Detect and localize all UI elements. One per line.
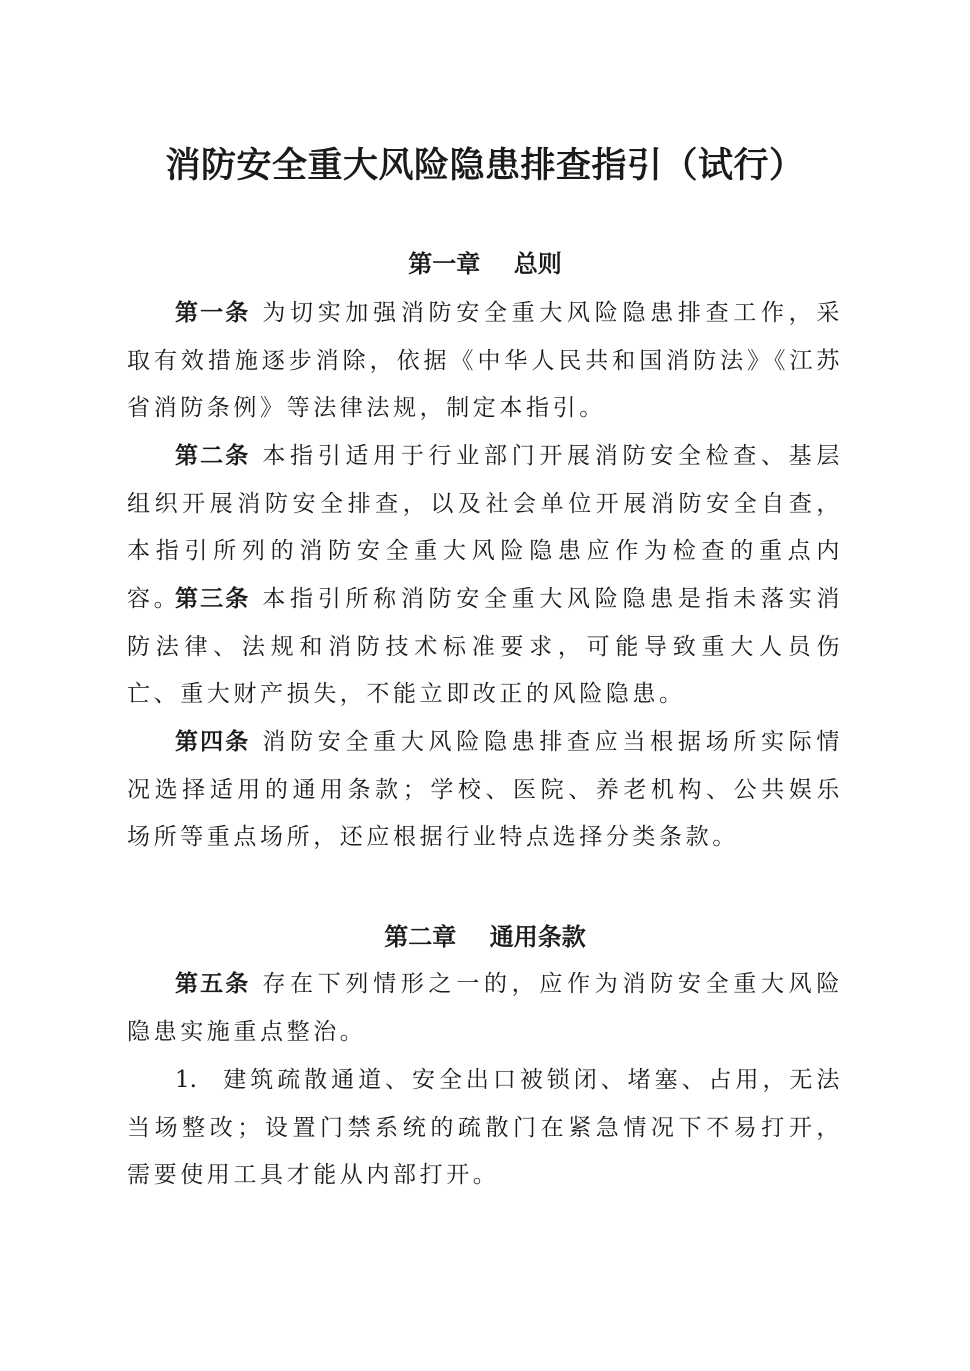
article-label: 第五条: [175, 971, 251, 997]
article-text: 消防安全重大风险隐患排查应当根据场所实际情况选择适用的通用条款；学校、医院、养老机构、公共娱乐场所等重点场所，还应根据行业特点选择分类条款。: [127, 729, 843, 850]
article-paragraph: [127, 576, 843, 719]
article-label: 第四条: [175, 729, 251, 755]
document-title: 消防安全重大风险隐患排查指引（试行）: [165, 146, 805, 186]
article-text: 存在下列情形之一的，应作为消防安全重大风险隐患实施重点整治。: [127, 971, 843, 1045]
article-label: 第一条: [175, 300, 251, 326]
list-item-text: 建筑疏散通道、安全出口被锁闭、堵塞、占用，无法当场整改；设置门禁系统的疏散门在紧急情况下不易打开，需要使用工具才能从内部打开。: [127, 1067, 843, 1188]
article-text: 本指引所称消防安全重大风险隐患是指未落实消防法律、法规和消防技术标准要求，可能导致重大人员伤亡、重大财产损失，不能立即改正的风险隐患。: [127, 586, 843, 707]
article-paragraph: [127, 961, 843, 1056]
article-label: 第二条: [175, 443, 251, 469]
list-item: [127, 1057, 843, 1200]
article-paragraph: [127, 290, 843, 433]
article-paragraph: [127, 719, 843, 862]
article-text: 为切实加强消防安全重大风险隐患排查工作，采取有效措施逐步消除，依据《中华人民共和国消防法》《江苏省消防条例》等法律法规，制定本指引。: [127, 300, 843, 421]
article-label: 第三条: [175, 586, 251, 612]
article-text: 本指引适用于行业部门开展消防安全检查、基层组织开展消防安全排查，以及社会单位开展消防安全自查，本指引所列的消防安全重大风险隐患应作为检查的重点内容。: [127, 443, 843, 612]
list-item-number: 1.: [175, 1067, 197, 1093]
chapter-heading-general-provisions: 第二章 通用条款: [384, 923, 586, 951]
chapter-heading-general: 第一章 总则: [408, 250, 562, 278]
